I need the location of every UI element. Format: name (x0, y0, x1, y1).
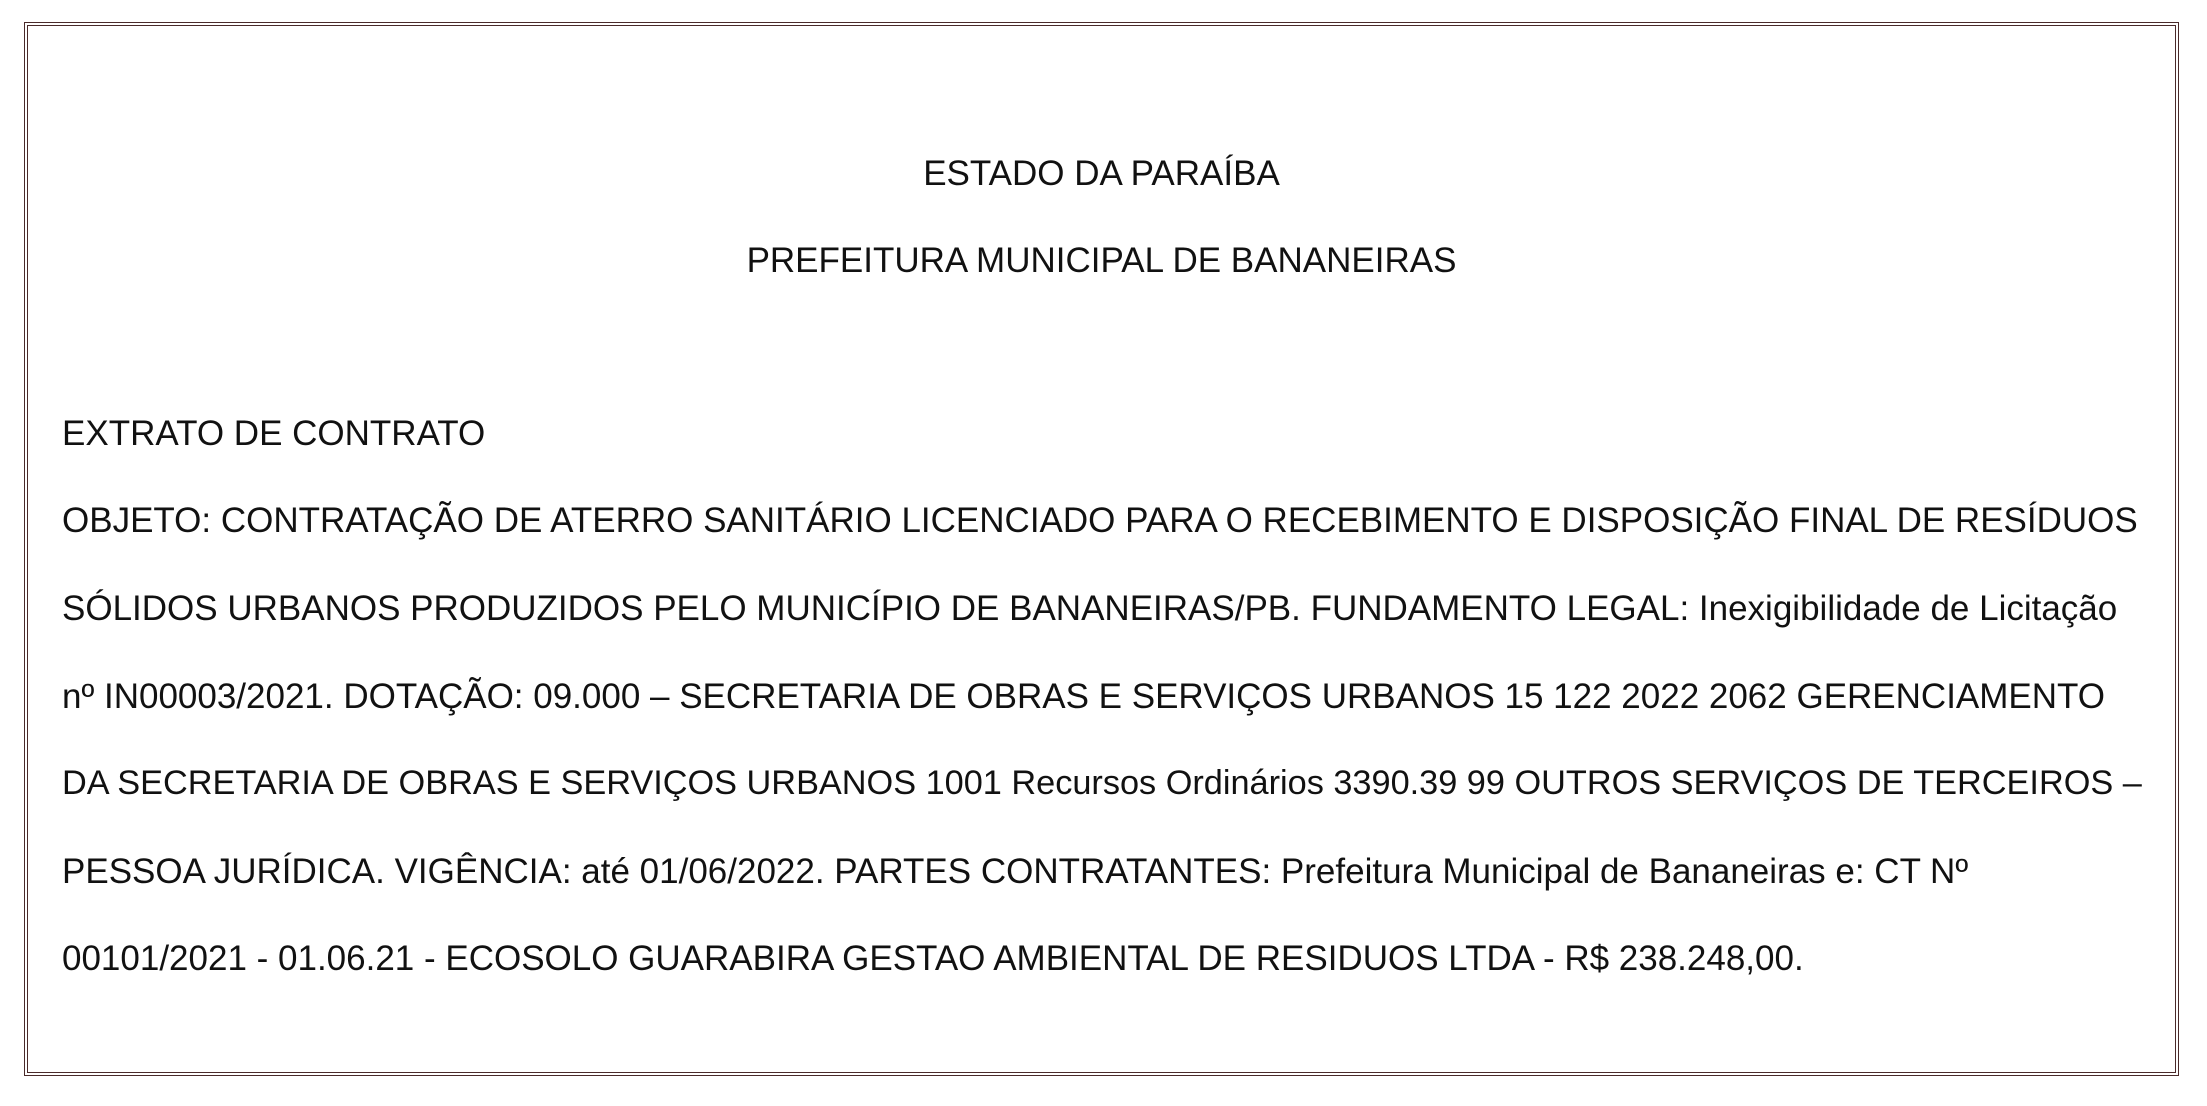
state-heading: ESTADO DA PARAÍBA (923, 154, 1280, 193)
contract-text-line: DA SECRETARIA DE OBRAS E SERVIÇOS URBANOS 1001 Recursos Ordinários 3390.39 99 OUTROS SERVIÇOS DE TERCEIROS – (62, 764, 2142, 802)
contract-text-line: OBJETO: CONTRATAÇÃO DE ATERRO SANITÁRIO LICENCIADO PARA O RECEBIMENTO E DISPOSIÇÃO FINAL DE RESÍDUOS (62, 501, 2138, 540)
contract-text-line: SÓLIDOS URBANOS PRODUZIDOS PELO MUNICÍPIO DE BANANEIRAS/PB. FUNDAMENTO LEGAL: Inexigibilidade de Licitação (62, 589, 2118, 628)
document-frame (24, 22, 2179, 1076)
document-title: EXTRATO DE CONTRATO (62, 414, 486, 453)
contract-text-line: PESSOA JURÍDICA. VIGÊNCIA: até 01/06/2022. PARTES CONTRATANTES: Prefeitura Municipal de Bananeiras e: CT Nº (62, 852, 1969, 891)
contract-text-line: 00101/2021 - 01.06.21 - ECOSOLO GUARABIRA GESTAO AMBIENTAL DE RESIDUOS LTDA - R$ 238.248,00. (62, 939, 1804, 978)
contract-text-line: nº IN00003/2021. DOTAÇÃO: 09.000 – SECRETARIA DE OBRAS E SERVIÇOS URBANOS 15 122 2022 2062 GERENCIAMENTO (62, 677, 2106, 716)
municipality-heading: PREFEITURA MUNICIPAL DE BANANEIRAS (746, 241, 1457, 280)
